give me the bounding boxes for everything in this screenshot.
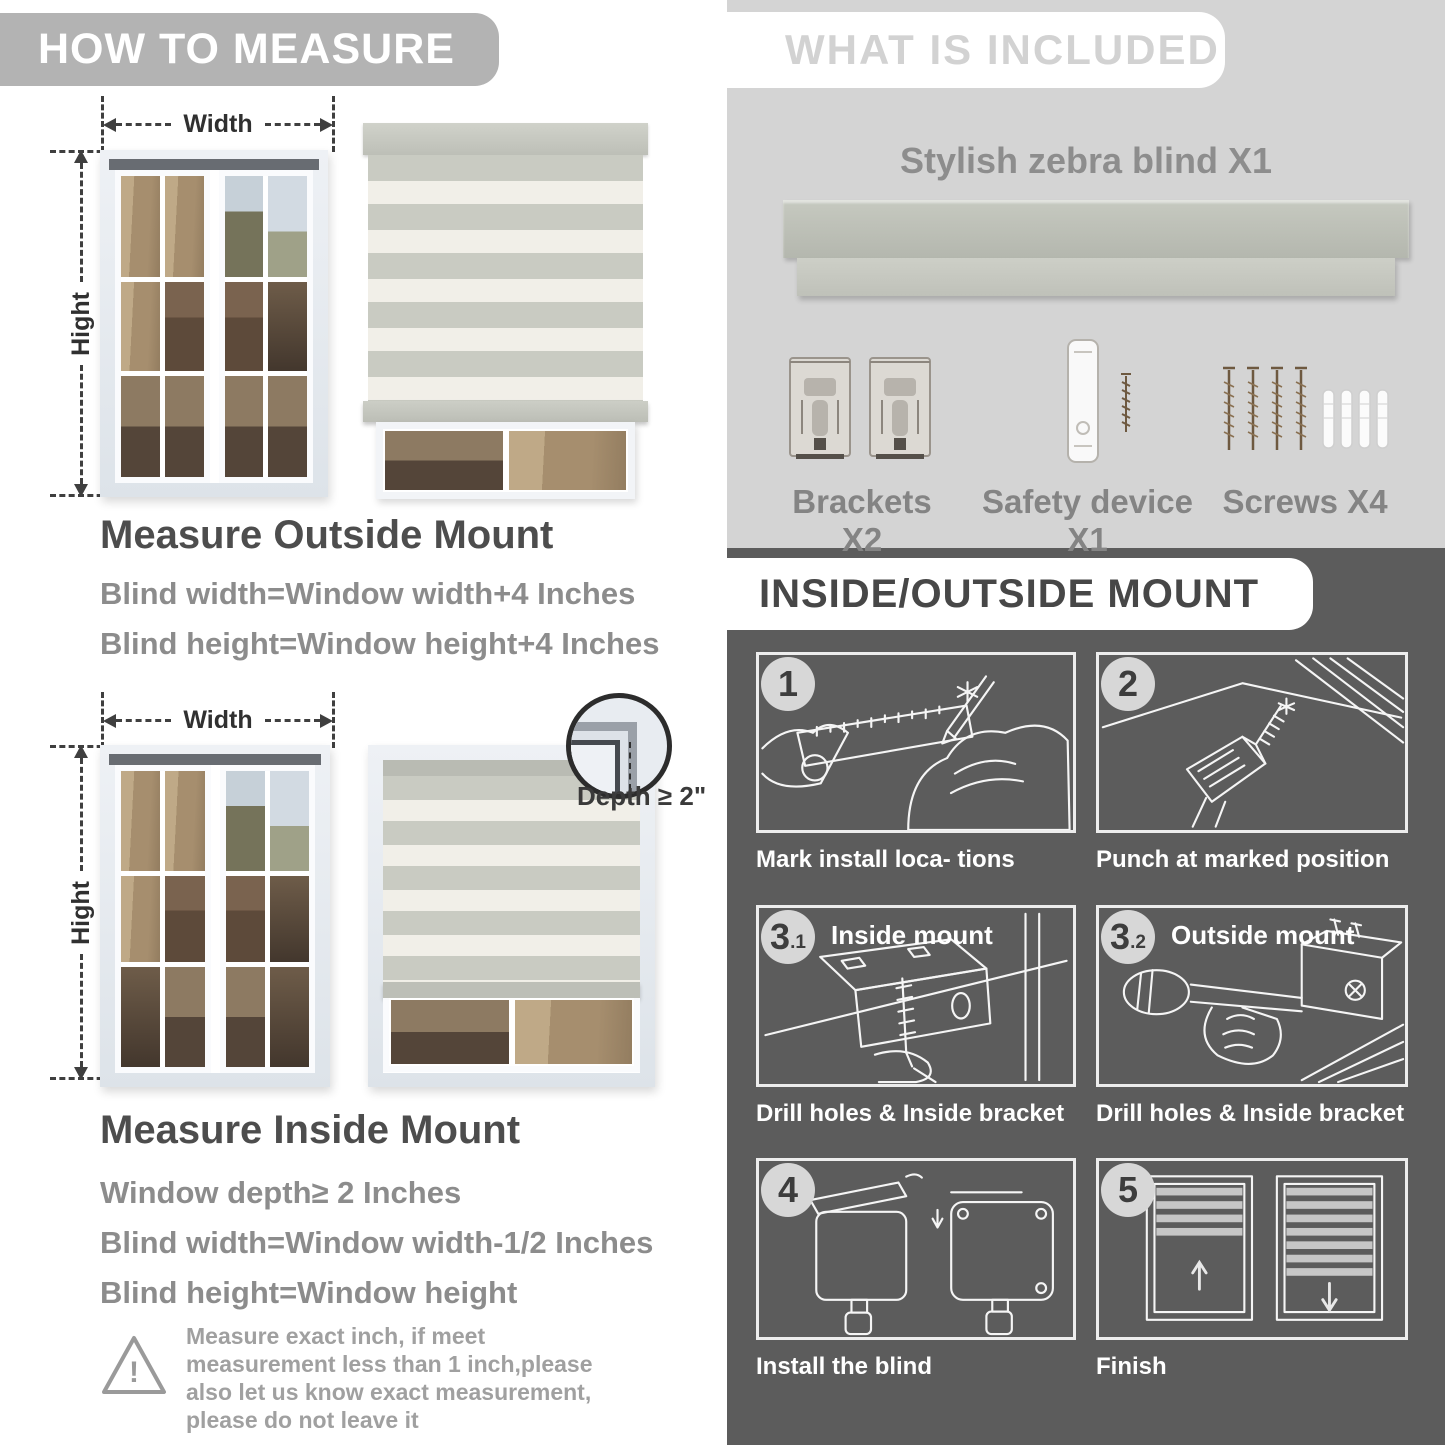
step-number-badge: 3 .1 bbox=[761, 910, 815, 964]
inside-depth-formula: Window depth≥ 2 Inches bbox=[100, 1175, 462, 1210]
step-number-badge: 1 bbox=[761, 657, 815, 711]
outside-width-formula: Blind width=Window width+4 Inches bbox=[100, 576, 636, 611]
height-arrow-outside bbox=[66, 150, 95, 497]
step-3-2-caption: Drill holes & Inside bracket bbox=[1096, 1100, 1405, 1127]
warning-triangle-icon bbox=[100, 1334, 168, 1398]
svg-text:!: ! bbox=[129, 1356, 139, 1389]
safety-device-label: Safety device X1 bbox=[982, 483, 1193, 558]
inside-mount-heading: Measure Inside Mount bbox=[100, 1108, 521, 1152]
width-label-outside: Width bbox=[183, 110, 253, 138]
blind-bottom-rail bbox=[383, 982, 640, 998]
warning-text: Measure exact inch, if meet measurement less than 1 inch,please also let us know exact measurement, please do not leave it bbox=[186, 1323, 593, 1433]
inside-width-formula: Blind width=Window width-1/2 Inches bbox=[100, 1225, 654, 1260]
step-number-badge: 3 .2 bbox=[1101, 910, 1155, 964]
step-4-caption: Install the blind bbox=[756, 1353, 933, 1380]
width-label-inside: Width bbox=[183, 706, 253, 734]
height-label-inside: Hight bbox=[66, 880, 95, 945]
included-item-brackets bbox=[778, 348, 946, 559]
width-arrow-outside bbox=[103, 112, 333, 137]
outside-mount-heading: Measure Outside Mount bbox=[100, 513, 554, 557]
zebra-blind-outside-illustration bbox=[363, 123, 648, 499]
step-5-caption: Finish bbox=[1096, 1353, 1167, 1380]
arrowhead-left-icon bbox=[103, 714, 116, 728]
window-photo-outside bbox=[100, 150, 328, 497]
step-4 bbox=[756, 1158, 1076, 1381]
step-1 bbox=[756, 652, 1076, 874]
blind-fabric bbox=[368, 155, 643, 401]
step-3-2-label: Outside mount bbox=[1171, 920, 1355, 950]
step-number-badge: 2 bbox=[1101, 657, 1155, 711]
blind-product-image-rail bbox=[797, 258, 1395, 296]
measure-warning bbox=[100, 1322, 660, 1434]
step-3-1-label: Inside mount bbox=[831, 920, 993, 950]
step-3-2 bbox=[1096, 905, 1408, 1128]
step-5 bbox=[1096, 1158, 1408, 1381]
step-1-caption: Mark install loca- tions bbox=[756, 846, 1015, 873]
depth-label: Depth ≥ 2" bbox=[577, 781, 707, 811]
window-photo-inside bbox=[100, 745, 330, 1087]
step-number-badge: 4 bbox=[761, 1163, 815, 1217]
inside-height-formula: Blind height=Window height bbox=[100, 1275, 518, 1310]
inside-outside-mount-title: INSIDE/OUTSIDE MOUNT bbox=[759, 571, 1260, 616]
brackets-label: Brackets X2 bbox=[792, 483, 932, 558]
safety-device-icon bbox=[980, 336, 1195, 470]
step-2-caption: Punch at marked position bbox=[1096, 846, 1390, 873]
how-to-measure-header bbox=[0, 13, 499, 86]
width-arrow-inside bbox=[103, 708, 333, 733]
blind-cassette bbox=[363, 123, 648, 155]
brackets-icon bbox=[782, 348, 942, 470]
blind-product-image bbox=[783, 200, 1409, 258]
what-is-included-title: WHAT IS INCLUDED bbox=[785, 26, 1220, 73]
height-label-outside: Hight bbox=[66, 291, 95, 356]
step-3-1-caption: Drill holes & Inside bracket bbox=[756, 1100, 1065, 1127]
product-label: Stylish zebra blind X1 bbox=[899, 140, 1273, 181]
step-3-1 bbox=[756, 905, 1076, 1128]
step-number-badge: 5 bbox=[1101, 1163, 1155, 1217]
screws-icon bbox=[1215, 352, 1395, 470]
screws-label: Screws X4 bbox=[1222, 483, 1388, 520]
how-to-measure-title: HOW TO MEASURE bbox=[38, 25, 455, 73]
included-item-safety-device bbox=[980, 336, 1195, 559]
outside-height-formula: Blind height=Window height+4 Inches bbox=[100, 626, 660, 661]
step-2 bbox=[1096, 652, 1408, 874]
blind-bottom-rail bbox=[363, 401, 648, 422]
arrowhead-left-icon bbox=[103, 118, 116, 132]
included-item-screws bbox=[1215, 352, 1395, 521]
what-is-included-header bbox=[727, 12, 1225, 88]
inside-outside-mount-header bbox=[727, 558, 1313, 630]
height-arrow-inside bbox=[66, 745, 95, 1080]
